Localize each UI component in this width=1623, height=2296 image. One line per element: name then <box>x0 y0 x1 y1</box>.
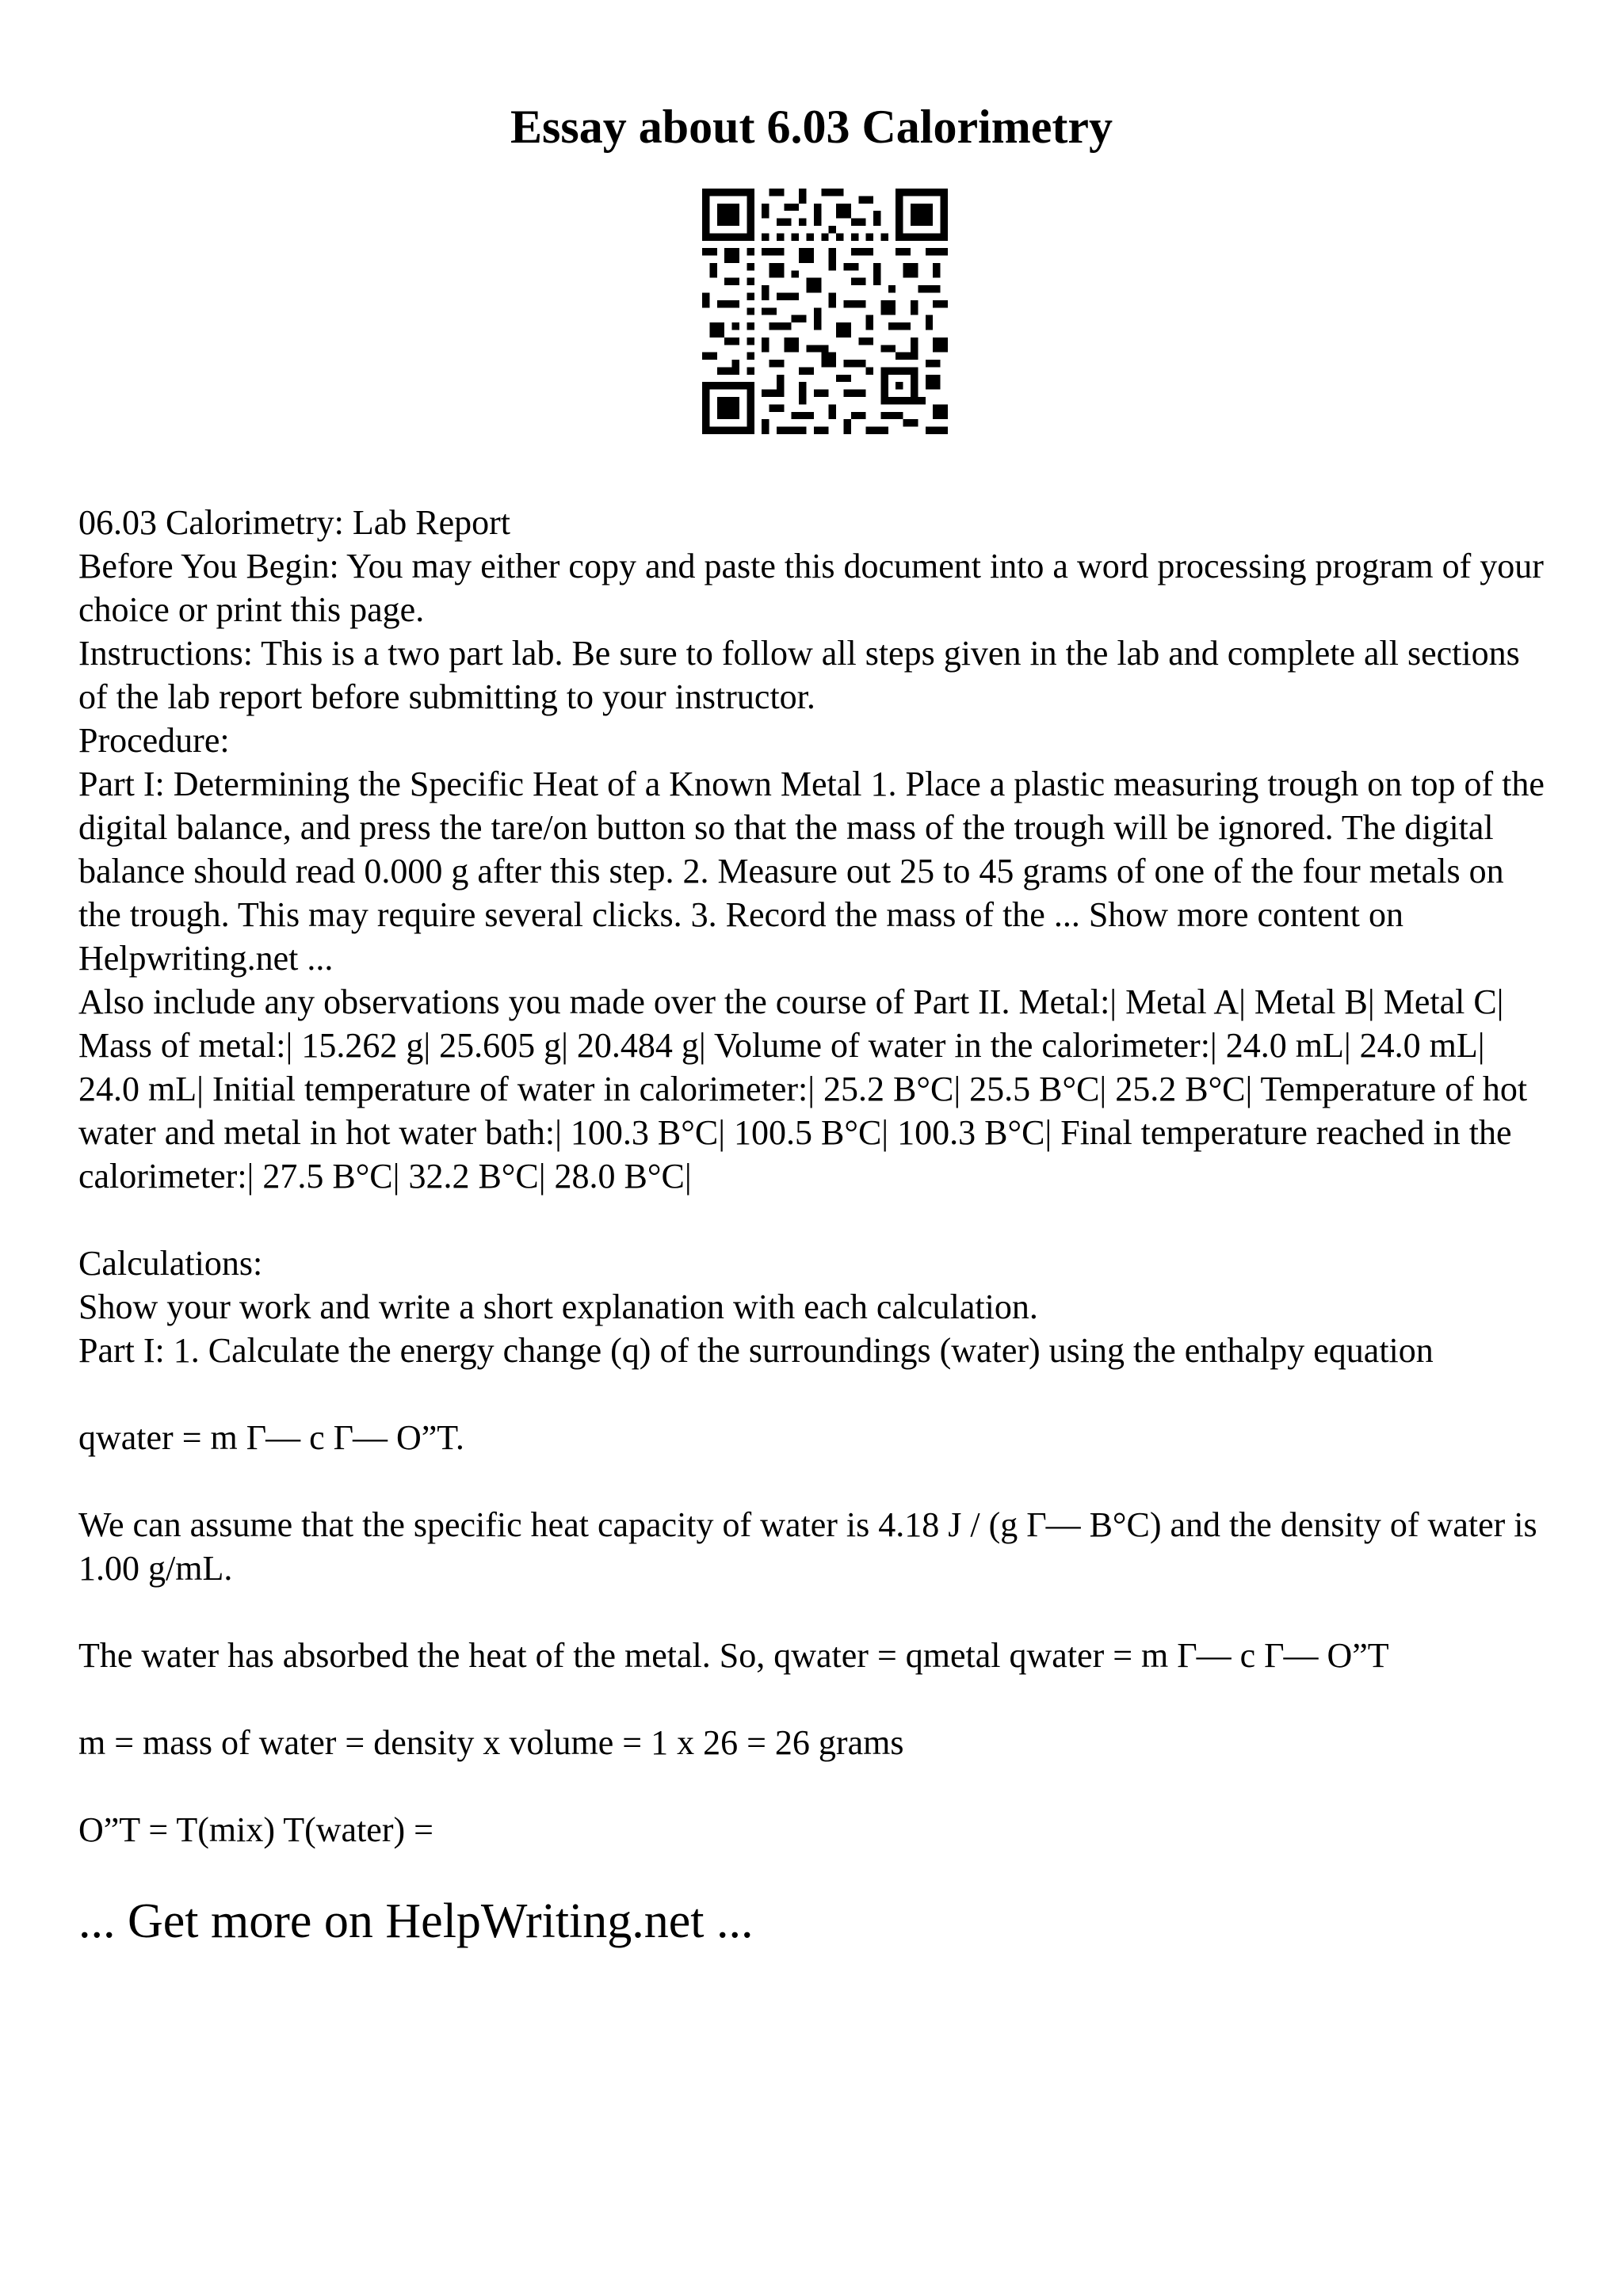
procedure-heading: Procedure: <box>78 721 230 760</box>
get-more-link[interactable]: ... Get more on HelpWriting.net ... <box>78 1894 754 1948</box>
instructions-paragraph: Instructions: This is a two part lab. Be sure to follow all steps given in the lab and complete all sections of the lab report before submitting to your instructor. <box>78 634 1520 716</box>
observations-data-paragraph: Also include any observations you made over the course of Part II. Metal:| Metal A| Metal B| Metal C| Mass of metal:| 15.262 g| 25.605 g| 20.484 g| Volume of water in the calorimeter:| 24.0 mL| 24.0 mL| 24.0 mL| Initial temperature of water in calorimeter:| 25.2 B°C| 25.5 B°C| 25.2 B°C| Temperature of hot water and metal in hot water bath:| 100.3 B°C| 100.5 B°C| 100.3 B°C| Final temperature reached in the calorimeter:| 27.5 B°C| 32.2 B°C| 28.0 B°C| <box>78 982 1528 1196</box>
show-work-paragraph: Show your work and write a short explanation with each calculation. <box>78 1287 1038 1326</box>
calculations-heading: Calculations: <box>78 1244 263 1283</box>
document-body <box>78 501 1552 1852</box>
lab-report-heading: 06.03 Calorimetry: Lab Report <box>78 503 510 542</box>
document-title: Essay about 6.03 Calorimetry <box>510 101 1113 153</box>
enthalpy-equation: qwater = m Г— c Г— О”T. <box>78 1418 464 1457</box>
delta-t-line: О”T = T(mix) T(water) = <box>78 1810 433 1849</box>
assumption-paragraph: We can assume that the specific heat capacity of water is 4.18 J / (g Г— B°C) and the density of water is 1.00 g/mL. <box>78 1505 1537 1588</box>
part-one-calculation-paragraph: Part I: 1. Calculate the energy change (q) of the surroundings (water) using the enthalpy equation <box>78 1331 1434 1370</box>
before-you-begin-paragraph: Before You Begin: You may either copy and paste this document into a word processing program of your choice or print this page. <box>78 547 1544 629</box>
part-one-procedure-paragraph: Part I: Determining the Specific Heat of a Known Metal 1. Place a plastic measuring trough on top of the digital balance, and press the tare/on button so that the mass of the trough will be ignored. The digital balance should read 0.000 g after this step. 2. Measure out 25 to 45 grams of one of the four metals on the trough. This may require several clicks. 3. Record the mass of the ... Show more content on Helpwriting.net ... <box>78 765 1545 978</box>
mass-of-water-line: m = mass of water = density x volume = 1 x 26 = 26 grams <box>78 1723 904 1762</box>
qr-code-icon <box>702 189 948 434</box>
heat-absorbed-paragraph: The water has absorbed the heat of the metal. So, qwater = qmetal qwater = m Г— c Г— О”T <box>78 1636 1389 1675</box>
